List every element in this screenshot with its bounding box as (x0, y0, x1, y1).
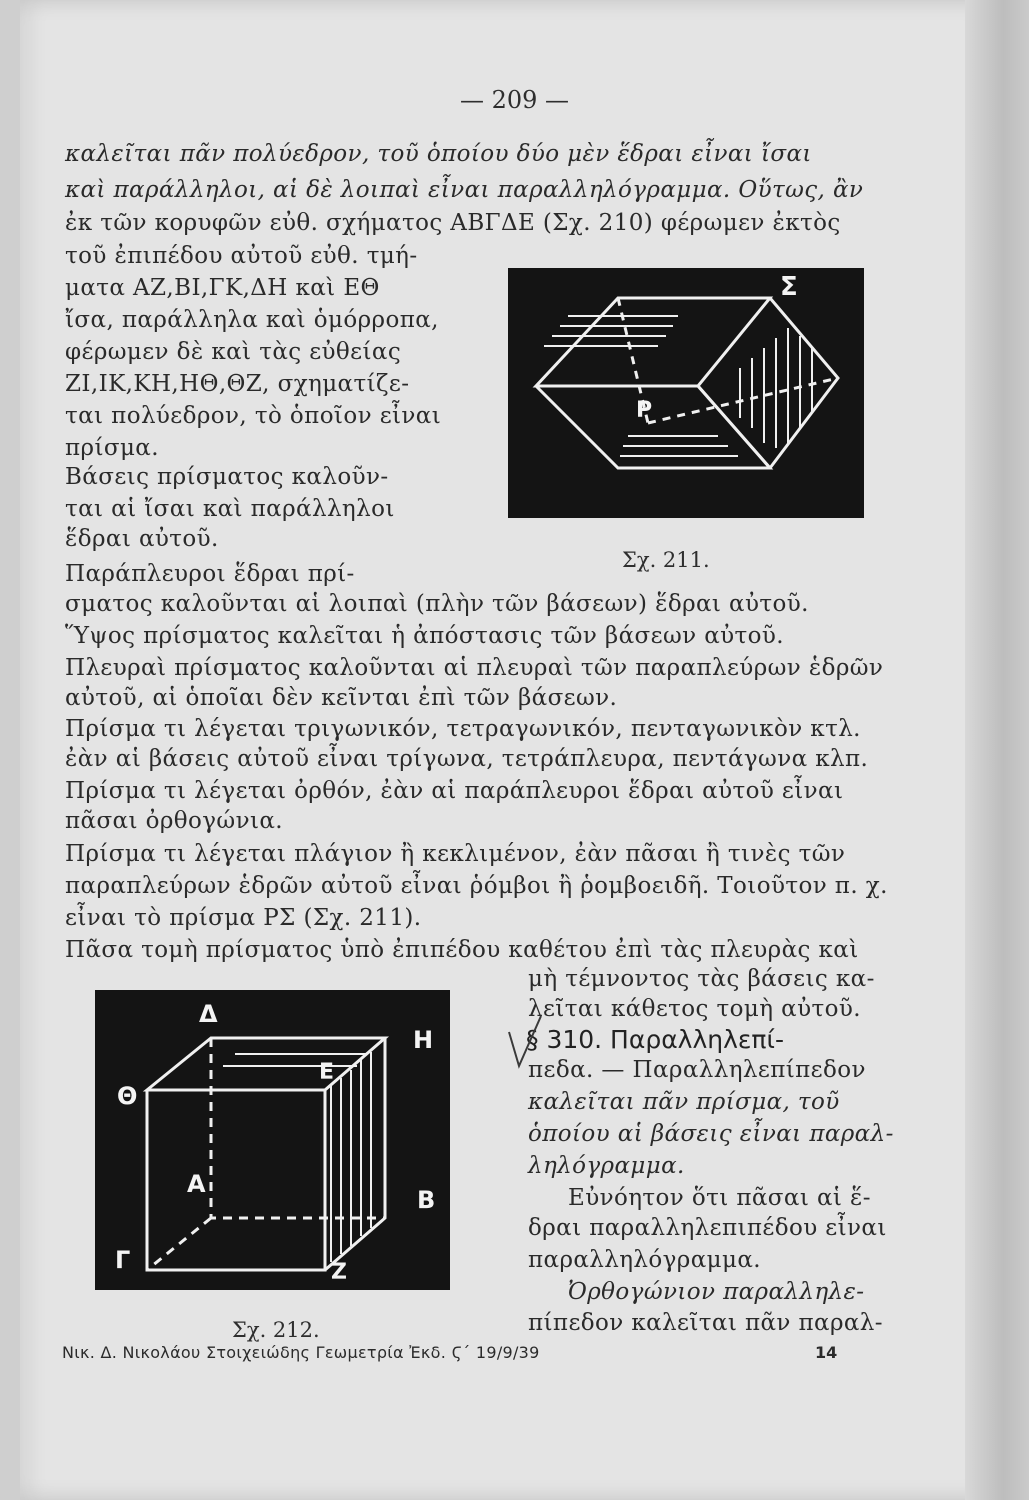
text-line: Πρίσμα τι λέγεται τριγωνικόν, τετραγωνικόν, πενταγωνικὸν κτλ. (65, 716, 861, 742)
text-line: καὶ παράλληλοι, αἱ δὲ λοιπαὶ εἶναι παραλληλόγραμμα. Οὕτως, ἂν (65, 177, 864, 203)
label-gamma: Γ (115, 1246, 131, 1274)
text-line: ματα ΑΖ,ΒΙ,ΓΚ,ΔΗ καὶ ΕΘ (65, 275, 380, 301)
figure-211-caption: Σχ. 211. (622, 548, 710, 572)
text-line: Παράπλευροι ἕδραι πρί- (65, 561, 355, 587)
text-line: πᾶσαι ὀρθογώνια. (65, 808, 284, 834)
page-number: — 209 — (459, 86, 570, 114)
text-line: δραι παραλληλεπιπέδου εἶναι (528, 1215, 887, 1241)
footer-sheet-number: 14 (815, 1343, 838, 1362)
text-line: ται αἱ ἴσαι καὶ παράλληλοι (65, 496, 395, 522)
text-line: ληλόγραμμα. (528, 1153, 685, 1179)
label-sigma: Σ (780, 272, 798, 302)
text-line: ἐκ τῶν κορυφῶν εὐθ. σχήματος ΑΒΓΔΕ (Σχ. 210) φέρωμεν ἐκτὸς (65, 210, 841, 236)
text-line: Πᾶσα τομὴ πρίσματος ὑπὸ ἐπιπέδου καθέτου ἐπὶ τὰς πλευρὰς καὶ (65, 937, 859, 963)
text-line: ΖΙ,ΙΚ,ΚΗ,ΗΘ,ΘΖ, σχηματίζε- (65, 371, 410, 397)
text-line: τοῦ ἐπιπέδου αὐτοῦ εὐθ. τμή- (65, 243, 418, 269)
figure-212 (95, 990, 450, 1290)
label-rho: Ρ (636, 398, 653, 423)
text-line: Ὀρθογώνιον παραλληλε- (568, 1279, 865, 1305)
text-line: καλεῖται πᾶν πρίσμα, τοῦ (528, 1089, 840, 1115)
text-line: πεδα. — Παραλληλεπίπεδον (528, 1057, 866, 1083)
text-line: Ὕψος πρίσματος καλεῖται ἡ ἀπόστασις τῶν βάσεων αὐτοῦ. (65, 623, 784, 649)
text-line: αὐτοῦ, αἱ ὁποῖαι δὲν κεῖνται ἐπὶ τῶν βάσεων. (65, 685, 618, 711)
page-gutter (965, 0, 1029, 1500)
text-line: εἶναι τὸ πρίσμα ΡΣ (Σχ. 211). (65, 905, 422, 931)
text-line: καλεῖται πᾶν πολύεδρον, τοῦ ὁποίου δύο μὲν ἕδραι εἶναι ἴσαι (65, 141, 812, 167)
cuboid-drawing (95, 990, 450, 1290)
figure-212-caption: Σχ. 212. (232, 1318, 320, 1342)
text-line: πίπεδον καλεῖται πᾶν παραλ- (528, 1310, 883, 1336)
text-line: μὴ τέμνοντος τὰς βάσεις κα- (528, 966, 875, 992)
footer-imprint: Νικ. Δ. Νικολάου Στοιχειώδης Γεωμετρία Ἐκδ. Ϛ΄ 19/9/39 (62, 1343, 540, 1362)
text-line: Εὐνόητον ὅτι πᾶσαι αἱ ἕ- (568, 1185, 871, 1211)
text-line: ἕδραι αὐτοῦ. (65, 526, 219, 552)
text-line: Πρίσμα τι λέγεται πλάγιον ἢ κεκλιμένον, ἐὰν πᾶσαι ἢ τινὲς τῶν (65, 841, 846, 867)
text-line: φέρωμεν δὲ καὶ τὰς εὐθείας (65, 339, 402, 365)
label-delta: Δ (199, 1000, 218, 1028)
oblique-prism-drawing (508, 268, 864, 518)
text-line: παραλληλόγραμμα. (528, 1247, 761, 1273)
label-zeta: Ζ (331, 1260, 347, 1285)
label-alpha: Α (187, 1170, 206, 1198)
text-line: ἴσα, παράλληλα καὶ ὁμόρροπα, (65, 307, 439, 333)
figure-211 (508, 268, 864, 518)
text-line: Πρίσμα τι λέγεται ὀρθόν, ἐὰν αἱ παράπλευροι ἕδραι αὐτοῦ εἶναι (65, 778, 844, 804)
text-line: ἐὰν αἱ βάσεις αὐτοῦ εἶναι τρίγωνα, τετράπλευρα, πεντάγωνα κλπ. (65, 746, 869, 772)
text-line: πρίσμα. (65, 435, 159, 461)
text-line: λεῖται κάθετος τομὴ αὐτοῦ. (528, 996, 861, 1022)
text-line: παραπλεύρων ἑδρῶν αὐτοῦ εἶναι ῥόμβοι ἢ ῥομβοειδῆ. Τοιοῦτον π. χ. (65, 873, 888, 899)
label-beta: Β (417, 1186, 436, 1214)
text-line: ὁποίου αἱ βάσεις εἶναι παραλ- (528, 1121, 894, 1147)
text-line: Βάσεις πρίσματος καλοῦν- (65, 464, 389, 490)
text-line: σματος καλοῦνται αἱ λοιπαὶ (πλὴν τῶν βάσεων) ἕδραι αὐτοῦ. (65, 591, 809, 617)
label-theta: Θ (117, 1082, 138, 1110)
text-line: ται πολύεδρον, τὸ ὁποῖον εἶναι (65, 403, 442, 429)
section-heading: § 310. Παραλληλεπί- (526, 1025, 784, 1054)
text-line: Πλευραὶ πρίσματος καλοῦνται αἱ πλευραὶ τῶν παραπλεύρων ἑδρῶν (65, 655, 884, 681)
label-eta: Η (413, 1026, 434, 1054)
label-epsilon: Ε (319, 1060, 335, 1085)
